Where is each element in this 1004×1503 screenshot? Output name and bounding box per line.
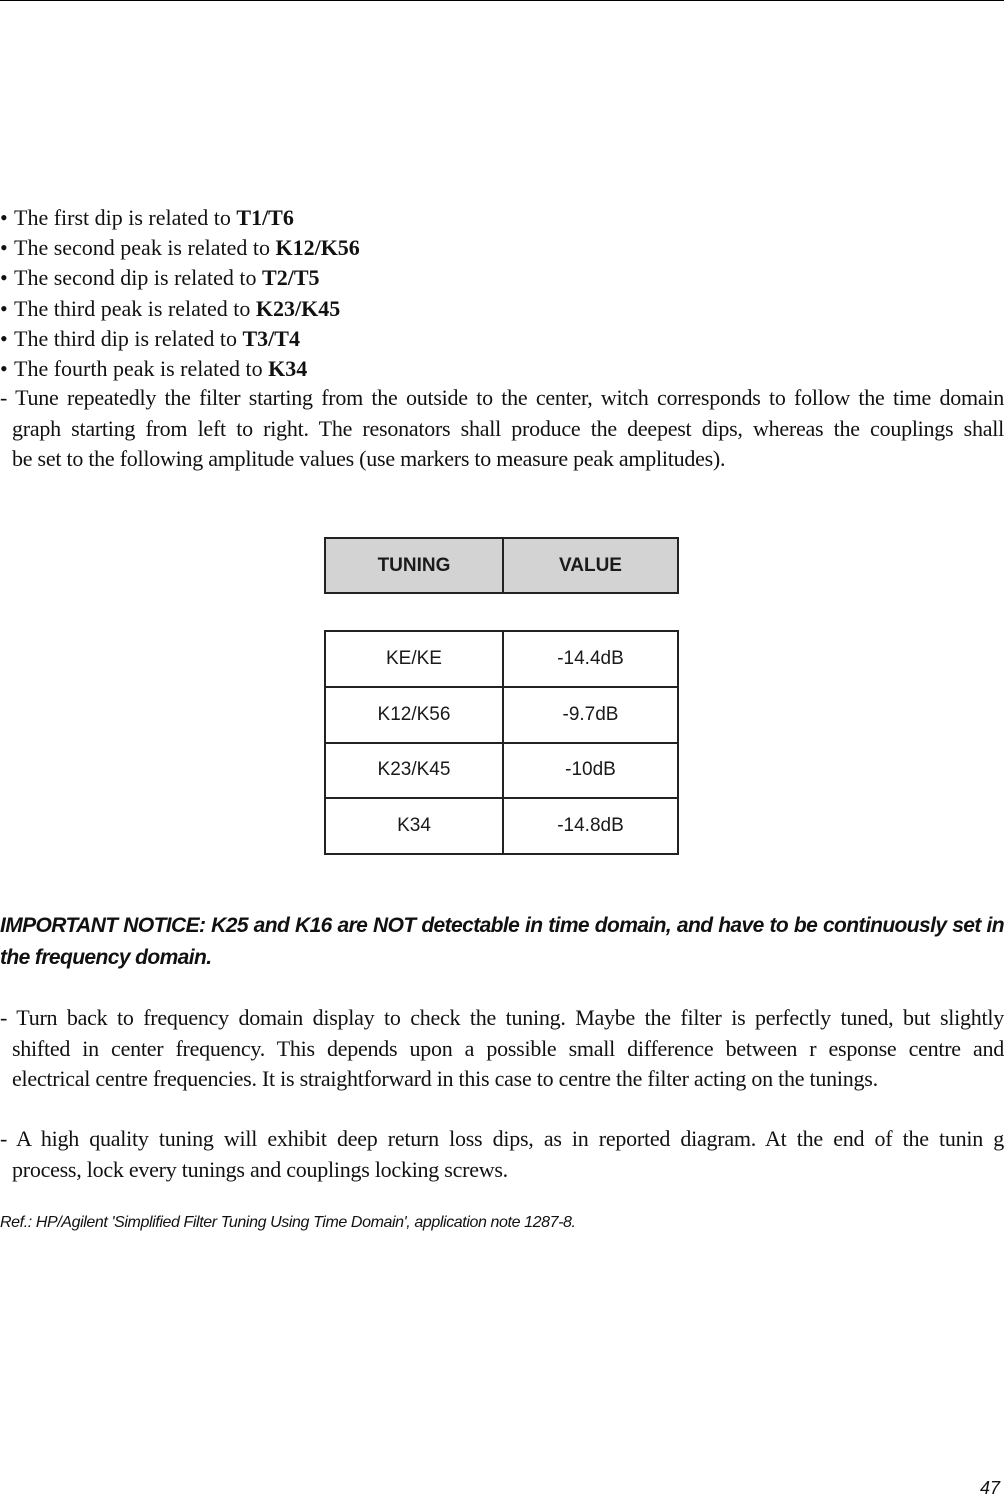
header-value: VALUE (559, 554, 622, 576)
table-header-row (326, 539, 677, 592)
paragraph-line: - A high quality tuning will exhibit deep return loss dips, as in reported diagram. At the end of the tunin g (0, 1126, 1004, 1151)
bullet-text: The third dip is related to (14, 325, 243, 351)
bullet-dot: • (0, 205, 8, 230)
bullet-text: The first dip is related to (14, 205, 237, 230)
tuning-cell: KE/KE (326, 632, 504, 686)
table-row (326, 799, 677, 853)
bullet-dot: • (0, 265, 8, 291)
bullet-bold: T1/T6 (236, 205, 294, 230)
paragraph-line: electrical centre frequencies. It is straightforward in this case to centre the filter acting on the tunings. (12, 1066, 878, 1091)
bullet-dot: • (0, 235, 8, 261)
important-notice (0, 910, 1004, 974)
frequency-check-paragraph (0, 1003, 1004, 1095)
paragraph-line: shifted in center frequency. This depends upon a possible small difference between r esponse centre and (12, 1035, 1004, 1061)
page-number: 47 (979, 1478, 1000, 1498)
paragraph-line: process, lock every tunings and couplings locking screws. (12, 1156, 508, 1182)
bullet-text: The third peak is related to (14, 295, 256, 321)
tuning-cell: K34 (326, 799, 504, 853)
value-cell: -14.8dB (557, 815, 624, 837)
bullet-bold: K23/K45 (255, 295, 341, 321)
tuning-table (324, 630, 679, 855)
notice-line: IMPORTANT NOTICE: K25 and K16 are NOT detectable in time domain, and have to be continuously set in (0, 914, 1004, 937)
reference-note: Ref.: HP/Agilent 'Simplified Filter Tuning Using Time Domain', application note 1287-8. (0, 1214, 576, 1231)
value-cell: -9.7dB (562, 703, 619, 725)
bullet-text: The second peak is related to (14, 235, 276, 261)
table-row (326, 744, 677, 800)
bullet-bold: T2/T5 (262, 265, 320, 291)
top-rule (0, 0, 1004, 1)
header-tuning: TUNING (326, 539, 504, 592)
bullet-bold: K34 (268, 356, 308, 382)
tuning-instructions-paragraph (0, 383, 1004, 475)
table-row (326, 688, 677, 744)
paragraph-line: graph starting from left to right. The resonators shall produce the deepest dips, whereas the couplings shall (12, 415, 1004, 441)
bullet-bold: T3/T4 (242, 325, 300, 351)
tuning-cell: K12/K56 (326, 688, 504, 742)
tuning-table-header (324, 537, 679, 594)
bullet-item (0, 233, 1004, 263)
bullet-item (0, 294, 1004, 324)
bullet-dot: • (0, 325, 8, 351)
bullet-item (0, 263, 1004, 293)
bullet-item (0, 354, 1004, 384)
quality-tuning-paragraph (0, 1124, 1004, 1185)
value-cell: -10dB (565, 759, 616, 781)
bullet-dot: • (0, 356, 8, 382)
paragraph-line: - Tune repeatedly the filter starting from the outside to the center, witch corresponds to follow the time domain (0, 385, 1004, 410)
bullet-item (0, 324, 1004, 354)
tuning-cell: K23/K45 (326, 744, 504, 798)
notice-line: the frequency domain. (0, 946, 212, 969)
bullet-list (0, 203, 1004, 384)
paragraph-line: - Turn back to frequency domain display to check the tuning. Maybe the filter is perfectly tuned, but slightly (0, 1005, 1004, 1030)
paragraph-line: be set to the following amplitude values (use markers to measure peak amplitudes). (12, 446, 726, 471)
bullet-text: The second dip is related to (14, 265, 263, 291)
table-row (326, 632, 677, 688)
bullet-dot: • (0, 295, 8, 321)
bullet-item (0, 203, 1004, 233)
bullet-bold: K12/K56 (275, 235, 360, 261)
value-cell: -14.4dB (557, 647, 624, 669)
bullet-text: The fourth peak is related to (14, 356, 269, 382)
